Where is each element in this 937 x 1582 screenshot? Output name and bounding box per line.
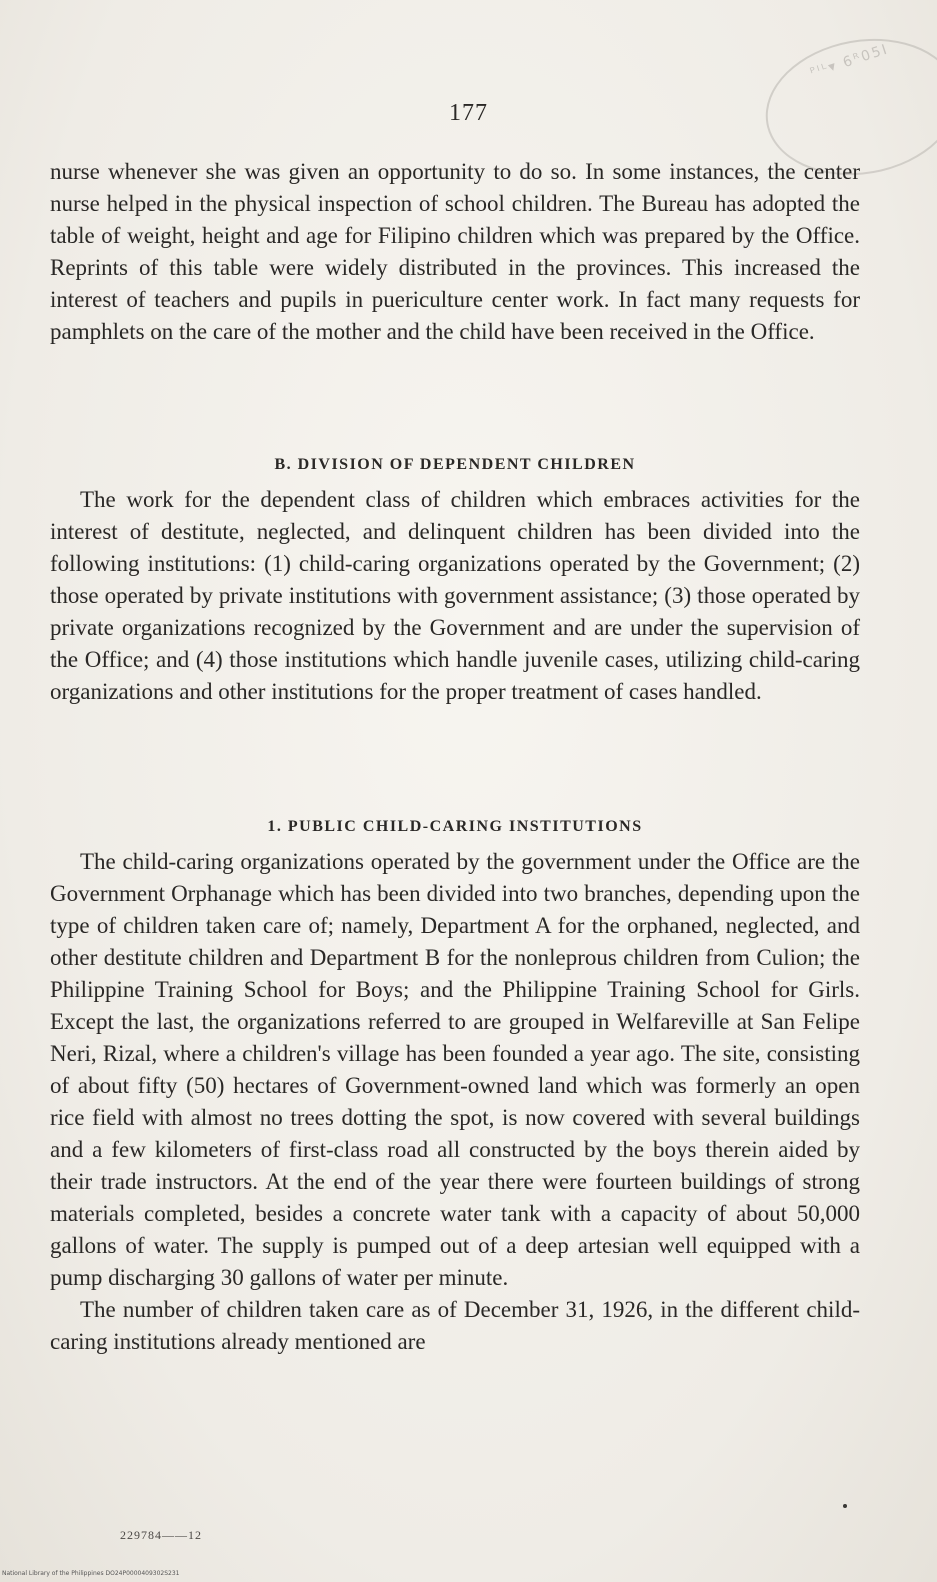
- section-1-heading: 1. PUBLIC CHILD-CARING INSTITUTIONS: [267, 818, 643, 835]
- section-1-block: [50, 846, 860, 1358]
- intro-paragraph: nurse whenever she was given an opportunity to do so. In some instances, the center nurse helped in the physical inspection of school children. The Bureau has adopted the table of weight, height and age for Filipino children which was prepared by the Office. Reprints of this table were widely distributed in the provinces. This increased the interest of teachers and pupils in puericulture center work. In fact many requests for pamphlets on the care of the mother and the child have been received in the Office.: [50, 159, 860, 344]
- signature-mark: 229784——12: [120, 1528, 202, 1542]
- section-1-paragraph-2: The number of children taken care as of December 31, 1926, in the different child-caring institutions already mentioned are: [50, 1297, 860, 1354]
- ink-speck: [843, 1504, 847, 1508]
- section-b-block: [50, 484, 860, 708]
- section-b-heading: B. DIVISION OF DEPENDENT CHILDREN: [274, 456, 636, 473]
- section-1-paragraph-1: The child-caring organizations operated by the government under the Office are the Government Orphanage which has been divided into two branches, depending upon the type of children taken care of; namely, Department A for the orphaned, neglected, and other destitute children and Department B for the nonleprous children from Culion; the Philippine Training School for Boys; and the Philippine Training School for Girls. Except the last, the organizations referred to are grouped in Welfareville at San Felipe Neri, Rizal, where a children's village has been founded a year ago. The site, consisting of about fifty (50) hectares of Government-owned land which was formerly an open rice field with almost no trees dotting the spot, is now covered with several buildings and a few kilometers of first-class road all constructed by the boys therein aided by their trade instructors. At the end of the year there were fourteen buildings of strong materials completed, besides a concrete water tank with a capacity of about 50,000 gallons of water. The supply is pumped out of a deep artesian well equipped with a pump discharging 30 gallons of water per minute.: [50, 849, 860, 1290]
- section-b-paragraph: The work for the dependent class of children which embraces activities for the interest of destitute, neglected, and delinquent children has been divided into the following institutions: (1) child-caring organizations operated by the Government; (2) those operated by private institutions with government assistance; (3) those operated by private organizations recognized by the Government and are under the supervision of the Office; and (4) those institutions which handle juvenile cases, utilizing child-caring organizations and other institutions for the proper treatment of cases handled.: [50, 487, 860, 704]
- stamp-text: ᴾᴵᴸ▾ 6ᴿ05I: [808, 41, 891, 82]
- intro-paragraph-block: [50, 156, 860, 348]
- library-credit: National Library of the Philippines DO24P0000409302S231: [2, 1570, 180, 1577]
- page-number: 177: [449, 100, 488, 126]
